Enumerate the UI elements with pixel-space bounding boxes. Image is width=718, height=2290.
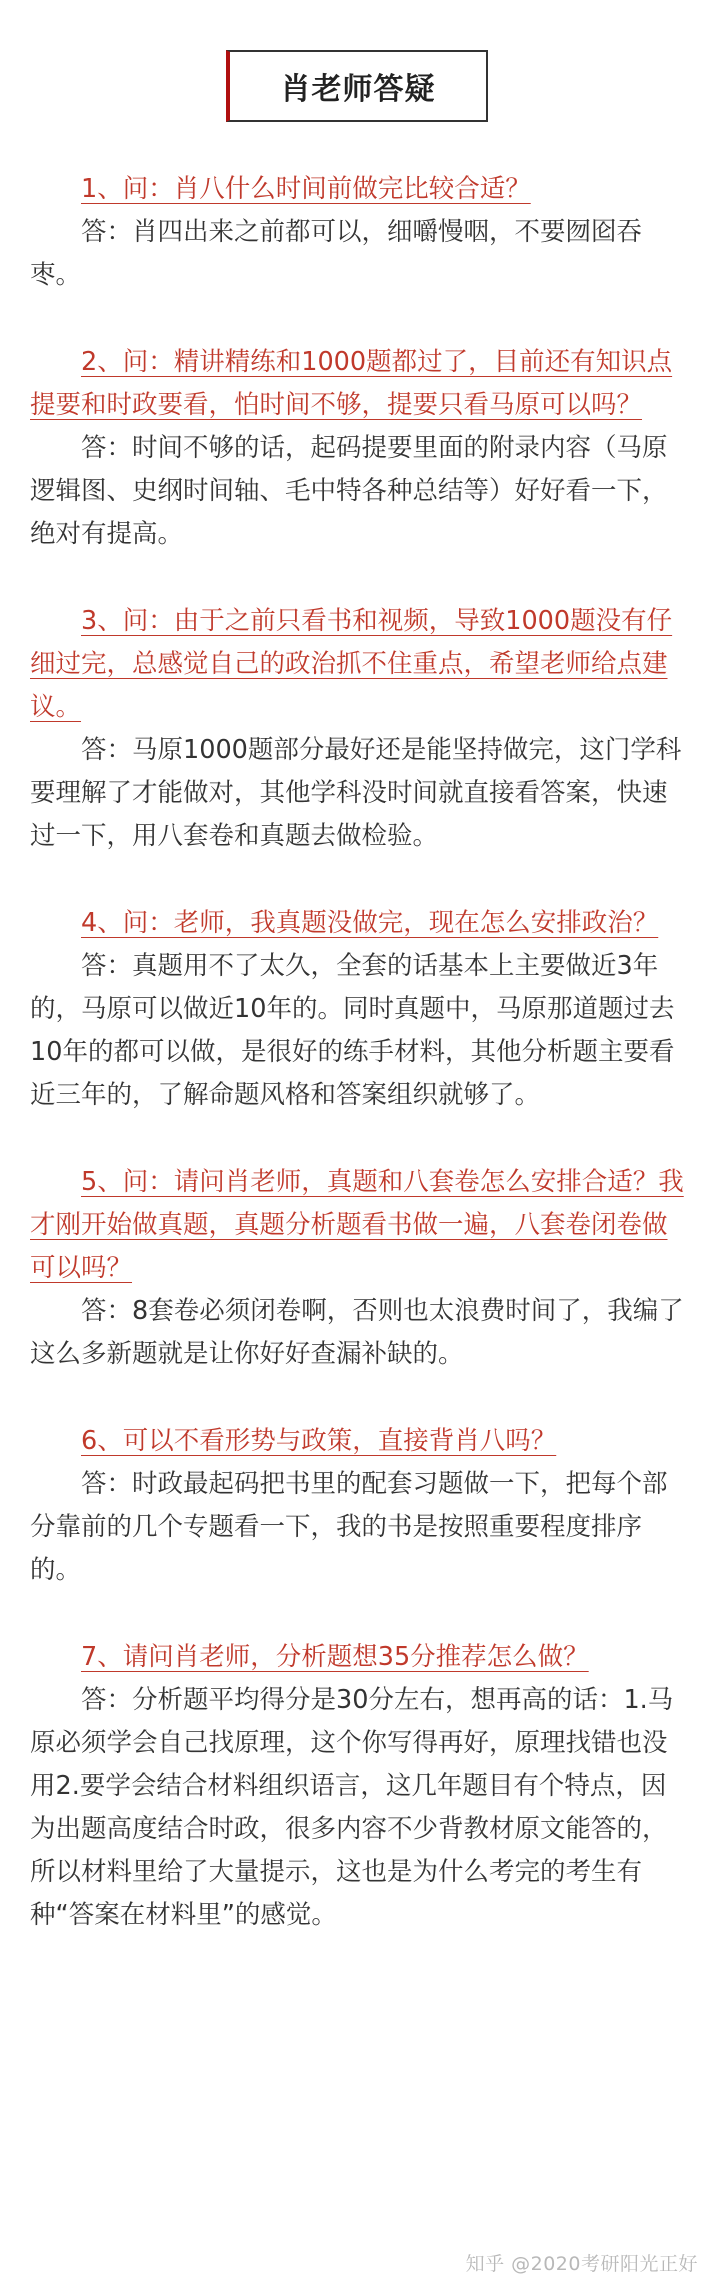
qa-item-1 bbox=[30, 168, 688, 297]
qa-item-6 bbox=[30, 1420, 688, 1592]
qa-item-5 bbox=[30, 1161, 688, 1376]
question-3: 3、问：由于之前只看书和视频，导致1000题没有仔细过完，总感觉自己的政治抓不住重点，希望老师给点建议。 bbox=[30, 606, 673, 722]
question-6: 6、可以不看形势与政策，直接背肖八吗？ bbox=[81, 1426, 557, 1456]
watermark: 知乎 @2020考研阳光正好 bbox=[465, 2253, 698, 2275]
answer-7: 答：分析题平均得分是30分左右，想再高的话：1.马原必须学会自己找原理，这个你写得再好，原理找错也没用2.要学会结合材料组织语言，这几年题目有个特点，因为出题高度结合时政，很多内容不少背教材原文能答的，所以材料里给了大量提示，这也是为什么考完的考生有种“答案在材料里”的感觉。 bbox=[30, 1685, 674, 1930]
qa-item-7 bbox=[30, 1636, 688, 1937]
title-box bbox=[226, 50, 488, 122]
qa-list bbox=[30, 168, 688, 1981]
question-5: 5、问：请问肖老师，真题和八套卷怎么安排合适？我才刚开始做真题，真题分析题看书做一遍，八套卷闭卷做可以吗？ bbox=[30, 1167, 684, 1283]
answer-2: 答：时间不够的话，起码提要里面的附录内容（马原逻辑图、史纲时间轴、毛中特各种总结等）好好看一下，绝对有提高。 bbox=[30, 433, 668, 549]
question-4: 4、问：老师，我真题没做完，现在怎么安排政治？ bbox=[81, 908, 659, 938]
answer-4: 答：真题用不了太久，全套的话基本上主要做近3年的，马原可以做近10年的。同时真题中，马原那道题过去10年的都可以做，是很好的练手材料，其他分析题主要看近三年的，了解命题风格和答案组织就够了。 bbox=[30, 951, 675, 1110]
answer-5: 答：8套卷必须闭卷啊，否则也太浪费时间了，我编了这么多新题就是让你好好查漏补缺的。 bbox=[30, 1296, 684, 1369]
answer-6: 答：时政最起码把书里的配套习题做一下，把每个部分靠前的几个专题看一下，我的书是按照重要程度排序的。 bbox=[30, 1469, 668, 1585]
qa-item-4 bbox=[30, 902, 688, 1117]
answer-1: 答：肖四出来之前都可以，细嚼慢咽，不要囫囵吞枣。 bbox=[30, 217, 643, 290]
qa-item-3 bbox=[30, 600, 688, 858]
answer-3: 答：马原1000题部分最好还是能坚持做完，这门学科要理解了才能做对，其他学科没时间就直接看答案，快速过一下，用八套卷和真题去做检验。 bbox=[30, 735, 682, 851]
question-2: 2、问：精讲精练和1000题都过了，目前还有知识点提要和时政要看，怕时间不够，提要只看马原可以吗？ bbox=[30, 347, 673, 420]
question-1: 1、问：肖八什么时间前做完比较合适？ bbox=[81, 174, 531, 204]
qa-item-2 bbox=[30, 341, 688, 556]
question-7: 7、请问肖老师，分析题想35分推荐怎么做？ bbox=[81, 1642, 589, 1672]
page-title: 肖老师答疑 bbox=[280, 72, 436, 107]
